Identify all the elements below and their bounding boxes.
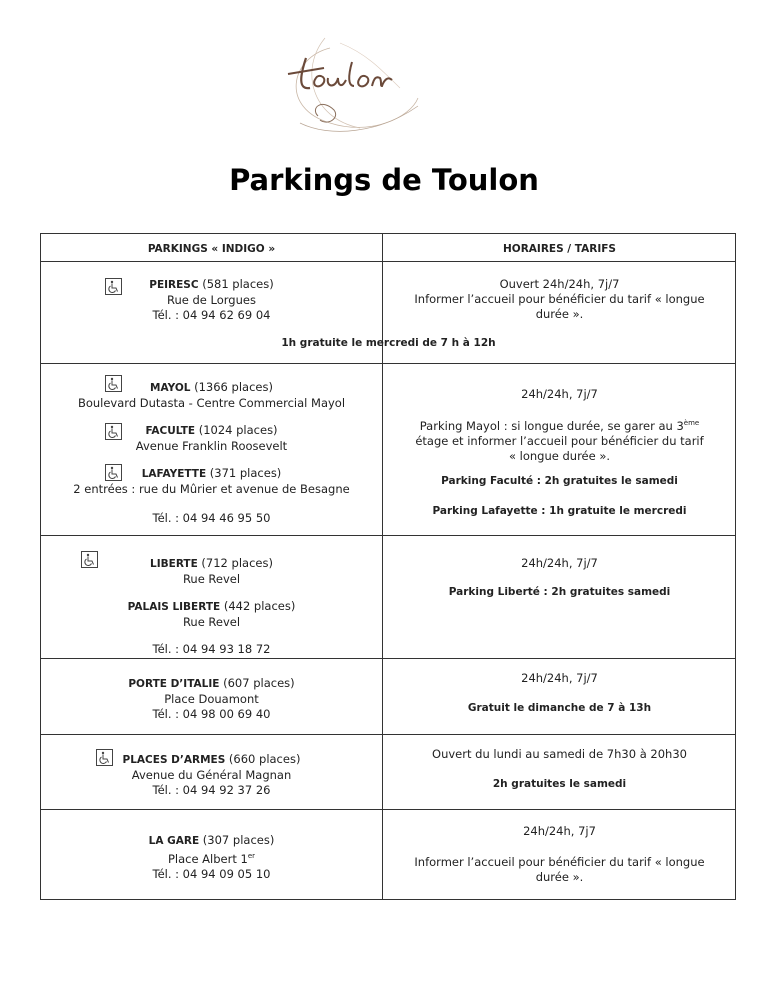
- page-title: Parkings de Toulon: [229, 163, 539, 197]
- liberte-block: [41, 556, 382, 587]
- liberte-free: Parking Liberté : 2h gratuites samedi: [448, 586, 671, 598]
- lafayette-places: (371 places): [206, 466, 282, 480]
- faculte-free: Parking Faculté : 2h gratuites le samedi: [441, 475, 678, 487]
- places-armes-free: 2h gratuites le samedi: [492, 778, 627, 790]
- peiresc-hours: Ouvert 24h/24h, 7j/7: [499, 277, 620, 291]
- gare-address-sup: er: [247, 852, 256, 860]
- gare-address: Place Albert 1: [167, 852, 248, 866]
- faculte-block: [41, 423, 382, 454]
- liberte-name: LIBERTE: [150, 558, 198, 570]
- mayol-note-sup: ème: [683, 419, 700, 427]
- gare-hours: 24h/24h, 7j7: [523, 824, 596, 838]
- peiresc-info-1: Informer l’accueil pour bénéficier du tarif « longue: [414, 292, 705, 306]
- header-parkings: PARKINGS « INDIGO »: [147, 243, 276, 255]
- gare-places: (307 places): [199, 833, 275, 847]
- peiresc-name: PEIRESC: [149, 279, 199, 291]
- mayol-block: [41, 380, 382, 411]
- mayol-note-1: Parking Mayol : si longue durée, se garer au 3: [419, 419, 684, 433]
- places-armes-places: (660 places): [225, 752, 301, 766]
- peiresc-places: (581 places): [198, 277, 274, 291]
- liberte-phone: Tél. : 04 94 93 18 72: [152, 642, 271, 656]
- places-armes-phone: Tél. : 04 94 92 37 26: [152, 783, 271, 797]
- porte-italie-places: (607 places): [219, 676, 295, 690]
- places-armes-block: [41, 752, 382, 798]
- faculte-name: FACULTE: [145, 425, 196, 437]
- liberte-places: (712 places): [197, 556, 273, 570]
- row-divider: [41, 363, 735, 364]
- mayol-name: MAYOL: [150, 382, 191, 394]
- palais-liberte-places: (442 places): [220, 599, 296, 613]
- faculte-places: (1024 places): [195, 423, 278, 437]
- mayol-note-2: étage et informer l’accueil pour bénéficier du tarif: [415, 434, 704, 448]
- peiresc-address: Rue de Lorgues: [167, 293, 256, 307]
- mayol-note-block: [383, 416, 736, 464]
- mayol-group-phone: Tél. : 04 94 46 95 50: [152, 511, 271, 525]
- gare-info-block: [383, 855, 736, 885]
- porte-italie-phone: Tél. : 04 98 00 69 40: [152, 707, 271, 721]
- porte-italie-free: Gratuit le dimanche de 7 à 13h: [467, 702, 652, 714]
- peiresc-hours-block: [383, 277, 736, 322]
- peiresc-info-2: durée ».: [535, 307, 584, 321]
- mayol-places: (1366 places): [190, 380, 273, 394]
- parkings-table: [40, 233, 736, 900]
- gare-name: LA GARE: [148, 835, 200, 847]
- lafayette-block: [41, 466, 382, 497]
- row-divider: [41, 261, 735, 262]
- places-armes-address: Avenue du Général Magnan: [131, 768, 292, 782]
- liberte-address: Rue Revel: [182, 572, 241, 586]
- faculte-address: Avenue Franklin Roosevelt: [135, 439, 288, 453]
- peiresc-phone: Tél. : 04 94 62 69 04: [152, 308, 271, 322]
- gare-info-2: durée ».: [535, 870, 584, 884]
- places-armes-name: PLACES D’ARMES: [122, 754, 226, 766]
- peiresc-block: [41, 277, 382, 323]
- peiresc-free: 1h gratuite le mercredi de 7 h à 12h: [281, 337, 496, 349]
- mayol-group-hours: 24h/24h, 7j/7: [521, 387, 598, 401]
- porte-italie-name: PORTE D’ITALIE: [128, 678, 220, 690]
- gare-block: [41, 833, 382, 882]
- mayol-note-3: « longue durée ».: [508, 449, 611, 463]
- gare-phone: Tél. : 04 94 09 05 10: [152, 867, 271, 881]
- palais-liberte-address: Rue Revel: [182, 615, 241, 629]
- toulon-logo: [270, 28, 420, 140]
- porte-italie-block: [41, 676, 382, 722]
- palais-liberte-block: [41, 599, 382, 630]
- row-divider: [41, 535, 735, 536]
- liberte-hours: 24h/24h, 7j/7: [521, 556, 598, 570]
- lafayette-address: 2 entrées : rue du Mûrier et avenue de Besagne: [73, 482, 350, 496]
- row-divider: [41, 734, 735, 735]
- header-horaires: HORAIRES / TARIFS: [503, 243, 616, 255]
- porte-italie-address: Place Douamont: [164, 692, 259, 706]
- mayol-address: Boulevard Dutasta - Centre Commercial Mayol: [77, 396, 346, 410]
- lafayette-name: LAFAYETTE: [141, 468, 207, 480]
- lafayette-free: Parking Lafayette : 1h gratuite le mercredi: [432, 505, 687, 517]
- porte-italie-hours: 24h/24h, 7j/7: [521, 671, 598, 685]
- palais-liberte-name: PALAIS LIBERTE: [127, 601, 221, 613]
- places-armes-hours: Ouvert du lundi au samedi de 7h30 à 20h30: [432, 747, 687, 761]
- row-divider: [41, 809, 735, 810]
- row-divider: [41, 658, 735, 659]
- gare-info-1: Informer l’accueil pour bénéficier du tarif « longue: [414, 855, 705, 869]
